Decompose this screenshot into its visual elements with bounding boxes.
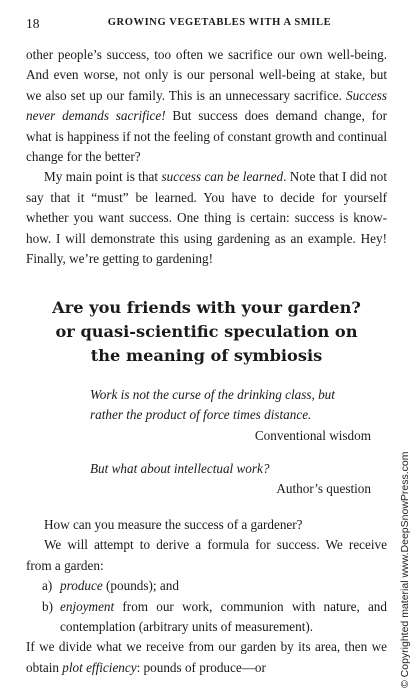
epigraph <box>90 385 371 446</box>
list-item <box>26 576 387 596</box>
paragraph <box>26 167 387 269</box>
heading-line: Are you friends with your garden? <box>52 298 361 317</box>
epigraph-quote: But what about intellectual work? <box>90 461 270 476</box>
copyright-text: © Copyrighted material www.DeepSnowPress.com <box>399 451 411 688</box>
text-run: : pounds of produce—or <box>136 659 266 675</box>
text-run: other people’s success, too often we sacrifice our own well-being. And even worse, not only is our personal well-being at stake, but we also set up our family. This is an unnecessary sacrifice. <box>26 47 387 103</box>
list-marker: b) <box>42 598 53 614</box>
emphasis: enjoyment <box>60 598 115 614</box>
epigraph-quote: Work is not the curse of the drinking class, but rather the product of force times distance. <box>90 387 335 423</box>
heading-line: or quasi-scientific speculation on <box>55 322 358 341</box>
epigraph-attribution: Author’s question <box>276 481 371 497</box>
emphasis: produce <box>60 578 103 594</box>
text-run: My main point is that <box>44 169 162 185</box>
epigraph <box>90 459 371 500</box>
text-run: But success does demand change, for what is happiness if not the feeling of constant growth and continual change for the better? <box>26 108 387 165</box>
body-text-bottom <box>26 515 387 678</box>
text-run: . Note that I did not say that it “must” be learned. You have to decide for yourself whether you want success. One thing is certain: success is know-how. I will demonstrate this using gardening as an example. Hey! Finally, we’re getting to gardening! <box>26 169 387 267</box>
emphasis: Success never demands sacrifice! <box>26 87 387 124</box>
epigraph-attribution: Conventional wisdom <box>254 427 371 443</box>
body-text-top <box>26 45 387 269</box>
text-run: If we divide what we receive from our garden by its area, then we obtain <box>26 639 387 675</box>
section-heading <box>26 296 387 368</box>
list-marker: a) <box>42 578 53 594</box>
list-item <box>26 597 387 638</box>
emphasis: plot efficiency <box>62 659 137 675</box>
emphasis: success can be learned <box>161 169 284 185</box>
text-run: (pounds); and <box>102 578 179 594</box>
paragraph <box>26 45 387 167</box>
copyright-side-note <box>396 420 416 690</box>
page-header <box>26 16 387 34</box>
paragraph <box>26 637 387 678</box>
running-title: GROWING VEGETABLES WITH A SMILE <box>107 17 332 28</box>
text-run: from our work, communion with nature, and contemplation (arbitrary units of measurement). <box>60 598 387 635</box>
paragraph: How can you measure the success of a gardener? <box>44 517 303 532</box>
paragraph: We will attempt to derive a formula for success. We receive from a garden: <box>26 537 387 573</box>
heading-line: the meaning of symbiosis <box>90 346 323 365</box>
page-number: 18 <box>26 16 40 31</box>
